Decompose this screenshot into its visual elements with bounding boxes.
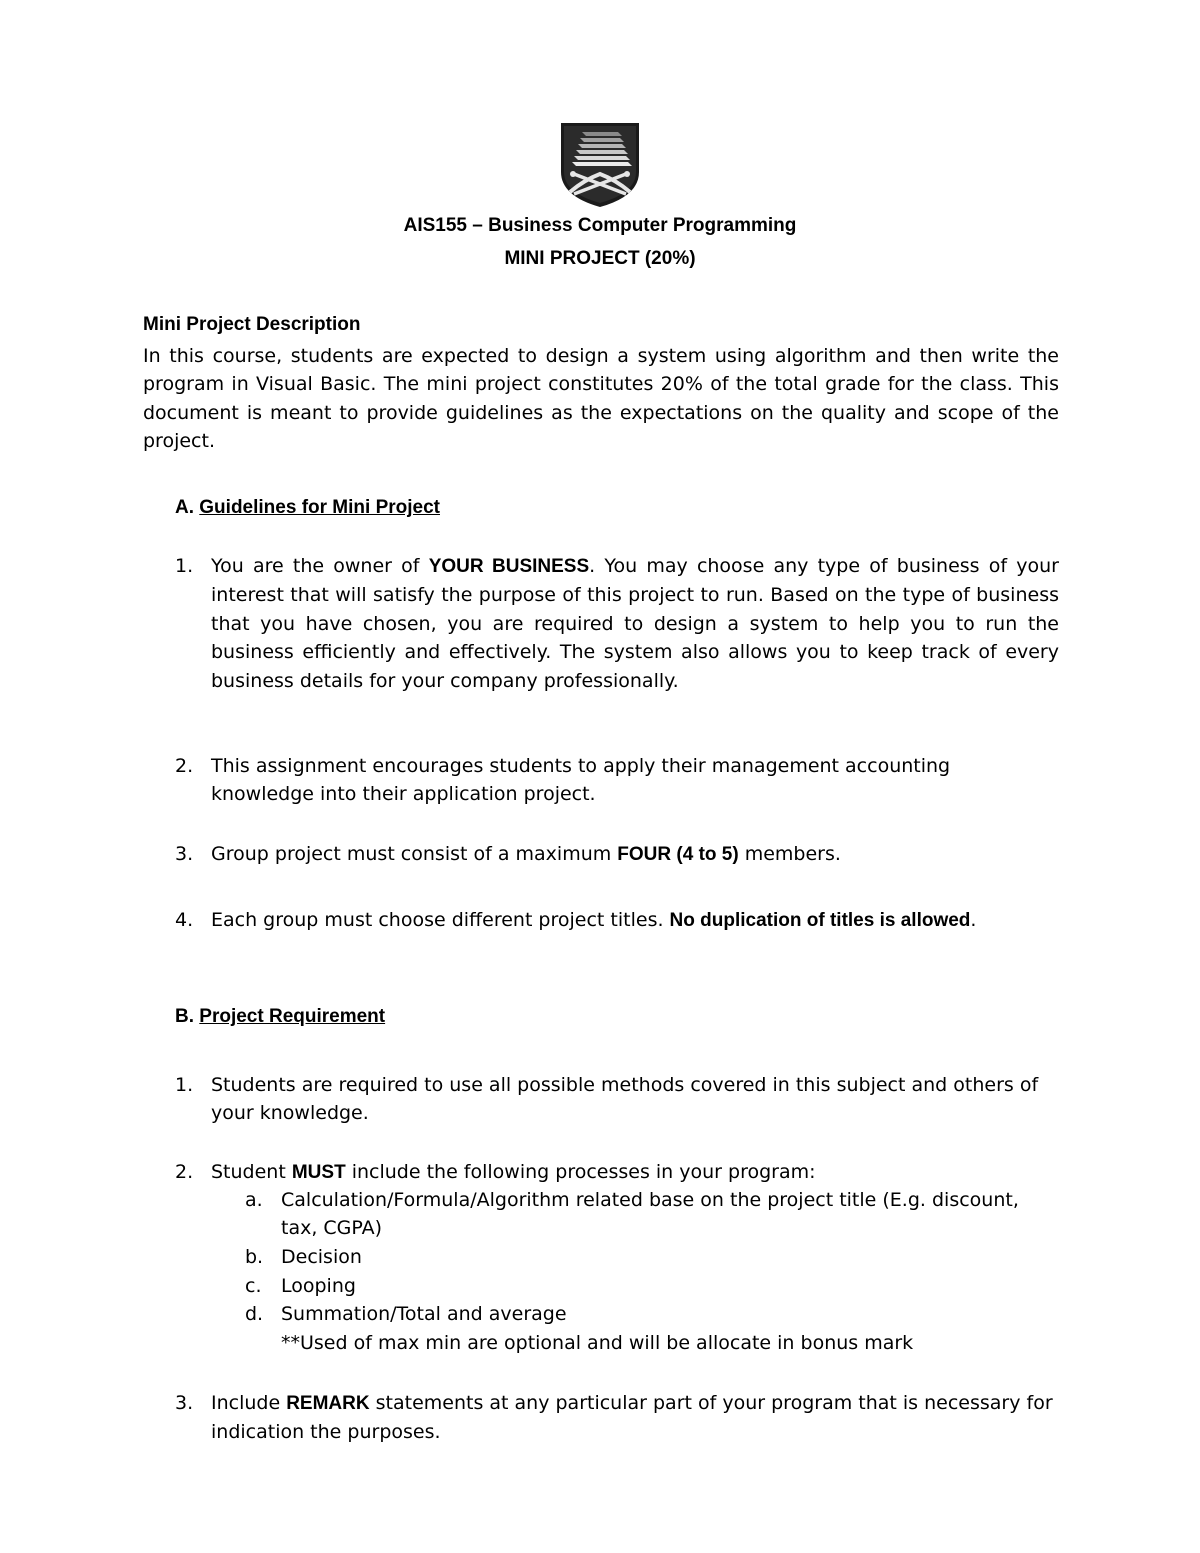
description-text: In this course, students are expected to design a system using algorithm and then write the program in Visual Basic. The mini project constitutes 20% of the total grade for the class. This document is meant to provide guidelines as the expectations on the quality and scope of the project.	[143, 345, 1059, 453]
item-text: statements at any particular part of your program that is necessary for indication the purposes.	[211, 1392, 1053, 1444]
section-b-title: Project Requirement	[199, 1006, 386, 1027]
sub-item-letter: a.	[245, 1189, 263, 1211]
item-bold-text: REMARK	[286, 1393, 370, 1414]
item-text: . You may choose any type of business of your interest that will satisfy the purpose of this project to run. Based on the type of business that you have chosen, you are required to design a system to help you to run the business efficiently and effectively. The system also allows you to keep track of every business details for your company professionally.	[211, 555, 1059, 692]
university-crest-logo	[560, 122, 640, 208]
sub-item-letter: d.	[245, 1303, 264, 1325]
list-item	[211, 840, 1059, 869]
list-item: Students are required to use all possible methods covered in this subject and others of your knowledge.	[211, 1074, 1039, 1125]
list-item-number: 4.	[175, 909, 194, 931]
item-text: .	[970, 909, 977, 931]
sub-item: Looping	[281, 1275, 356, 1297]
list-item-number: 1.	[175, 555, 194, 577]
item-text: Each group must choose different project titles.	[211, 909, 670, 931]
list-item-number: 2.	[175, 755, 194, 777]
section-a-heading	[175, 497, 440, 519]
item-text: You are the owner of	[211, 555, 429, 577]
section-b-heading	[175, 1006, 385, 1028]
bonus-note: **Used of max min are optional and will be allocate in bonus mark	[281, 1332, 914, 1354]
sub-item: Decision	[281, 1246, 362, 1268]
item-bold-text: FOUR (4 to 5)	[617, 844, 739, 865]
list-item-number: 1.	[175, 1074, 194, 1096]
list-item-number: 3.	[175, 843, 194, 865]
item-text: include the following processes in your program:	[345, 1161, 816, 1183]
item-bold-text: No duplication of titles is allowed	[669, 910, 971, 931]
item-text: members.	[738, 843, 841, 865]
assessment-title: MINI PROJECT (20%)	[504, 248, 696, 269]
list-item: This assignment encourages students to apply their management accounting knowledge into their application project.	[211, 755, 951, 806]
sub-item-letter: c.	[245, 1275, 262, 1297]
list-item-number: 3.	[175, 1392, 194, 1414]
item-text: Include	[211, 1392, 287, 1414]
item-bold-text: MUST	[291, 1162, 346, 1183]
sub-item: Calculation/Formula/Algorithm related base on the project title (E.g. discount, tax, CGPA)	[281, 1189, 1019, 1240]
item-bold-text: YOUR BUSINESS	[428, 556, 590, 577]
list-item	[211, 552, 1059, 695]
section-a-title: Guidelines for Mini Project	[199, 497, 440, 518]
list-item-number: 2.	[175, 1161, 194, 1183]
sub-item: Summation/Total and average	[281, 1303, 567, 1325]
course-title: AIS155 – Business Computer Programming	[403, 215, 797, 236]
item-text: Student	[211, 1161, 292, 1183]
list-item	[211, 1389, 1059, 1447]
section-a-prefix: A.	[175, 497, 194, 518]
item-text: Group project must consist of a maximum	[211, 843, 618, 865]
crest-icon	[560, 122, 640, 208]
section-b-prefix: B.	[175, 1006, 194, 1027]
list-item	[211, 906, 1111, 935]
description-heading: Mini Project Description	[143, 314, 361, 335]
list-item	[211, 1158, 1059, 1187]
sub-item-letter: b.	[245, 1246, 264, 1268]
